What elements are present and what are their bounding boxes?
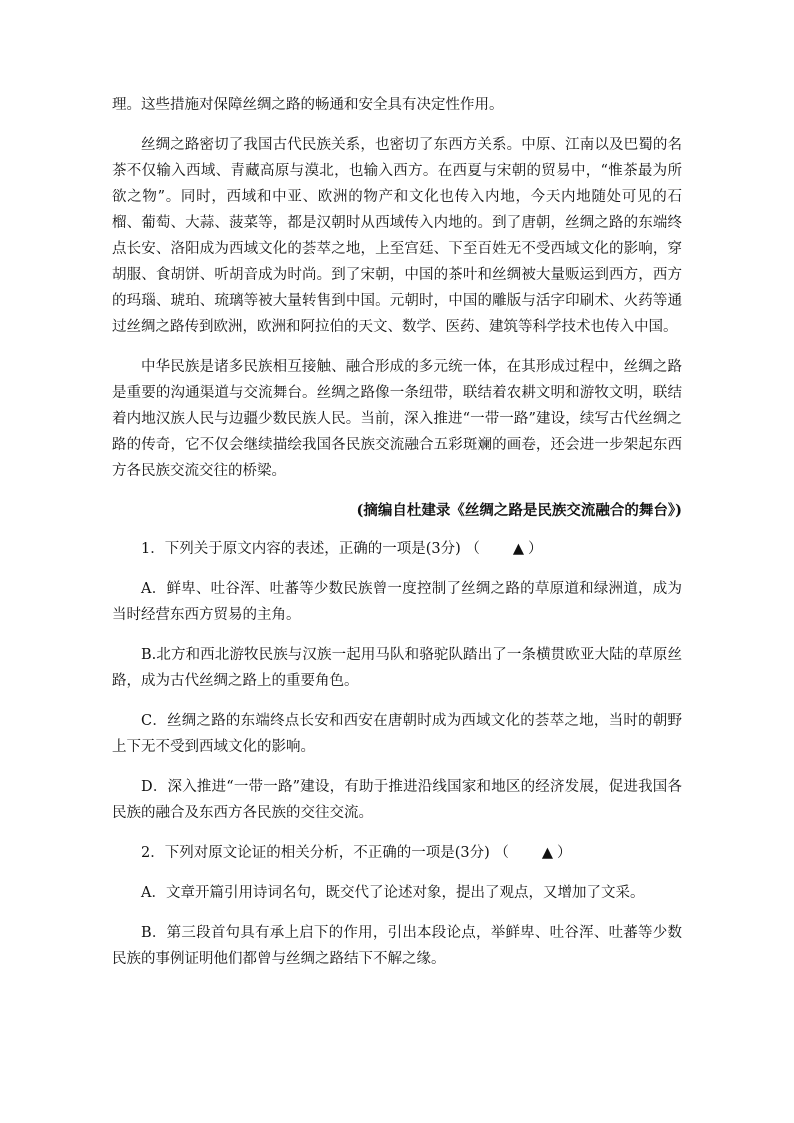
question-stem — [112, 536, 682, 562]
question-text: 1．下列关于原文内容的表述，正确的一项是(3分) （ — [141, 541, 480, 557]
answer-blank-mark[interactable]: ▲ — [512, 540, 525, 557]
question-stem — [112, 840, 682, 866]
question-close: ） — [528, 541, 543, 557]
answer-option-b: B．第三段首句具有承上启下的作用，引出本段论点，举鲜卑、吐谷浑、吐蕃等少数民族的事例证明他们都曾与丝绸之路结下不解之缘。 — [112, 925, 682, 967]
answer-option-d: D．深入推进“一带一路”建设，有助于推进沿线国家和地区的经济发展，促进我国各民族的融合及东西方各民族的交往交流。 — [112, 779, 682, 821]
answer-blank-mark[interactable]: ▲ — [541, 844, 554, 861]
source-citation: (摘编自杜建录《丝绸之路是民族交流融合的舞台》) — [356, 502, 682, 519]
answer-option-a: A．文章开篇引用诗词名句，既交代了论述对象，提出了观点，又增加了文采。 — [141, 885, 645, 901]
question-text: 2．下列对原文论证的相关分析，不正确的一项是(3分) （ — [141, 845, 509, 861]
paragraph-continuation: 理。这些措施对保障丝绸之路的畅通和安全具有决定性作用。 — [112, 97, 504, 113]
paragraph: 中华民族是诸多民族相互接触、融合形成的多元统一体，在其形成过程中，丝绸之路是重要的沟通渠道与交流舞台。丝绸之路像一条纽带，联结着农耕文明和游牧文明，联结着内地汉族人民与边疆少数民族人民。当前，深入推进“一带一路”建设，续写古代丝绸之路的传奇，它不仅会继续描绘我国各民族交流融合五彩斑斓的画卷，还会进一步架起东西方各民族交流交往的桥梁。 — [112, 359, 682, 479]
answer-option-a: A．鲜卑、吐谷浑、吐蕃等少数民族曾一度控制了丝绸之路的草原道和绿洲道，成为当时经营东西方贸易的主角。 — [112, 581, 682, 623]
answer-option-c: C．丝绸之路的东端终点长安和西安在唐朝时成为西域文化的荟萃之地，当时的朝野上下无不受到西域文化的影响。 — [112, 713, 682, 755]
question-close: ） — [557, 845, 572, 861]
answer-option-b: B.北方和西北游牧民族与汉族一起用马队和骆驼队踏出了一条横贯欧亚大陆的草原丝路，成为古代丝绸之路上的重要角色。 — [112, 647, 682, 689]
document-body — [112, 92, 682, 986]
paragraph: 丝绸之路密切了我国古代民族关系，也密切了东西方关系。中原、江南以及巴蜀的名茶不仅输入西域、青藏高原与漠北，也输入西方。在西夏与宋朝的贸易中，“惟茶最为所欲之物”。同时，西域和中亚、欧洲的物产和文化也传入内地，今天内地随处可见的石榴、葡萄、大蒜、菠菜等，都是汉朝时从西域传入内地的。到了唐朝，丝绸之路的东端终点长安、洛阳成为西域文化的荟萃之地，上至宫廷、下至百姓无不受西域文化的影响，穿胡服、食胡饼、听胡音成为时尚。到了宋朝，中国的茶叶和丝绸被大量贩运到西方，西方的玛瑙、琥珀、琉璃等被大量转售到中国。元朝时，中国的雕版与活字印刷术、火药等通过丝绸之路传到欧洲，欧洲和阿拉伯的天文、数学、医药、建筑等科学技术也传入中国。 — [112, 137, 682, 335]
